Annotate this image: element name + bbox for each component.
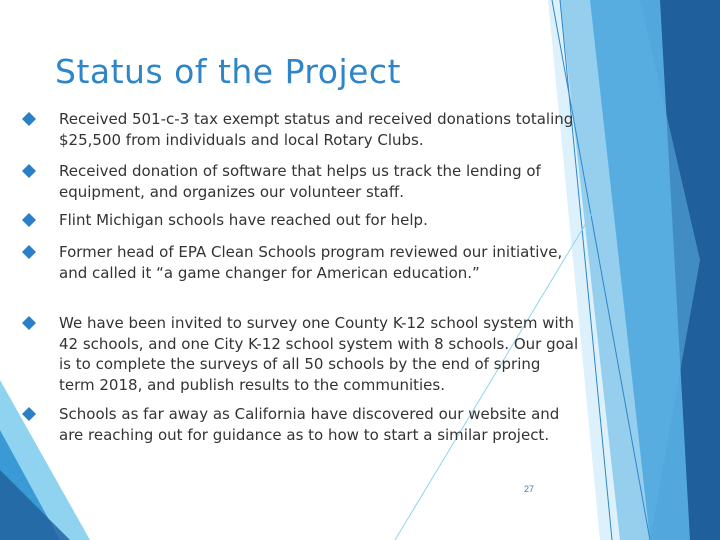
slide-title: Status of the Project xyxy=(55,52,401,91)
diamond-bullet-icon xyxy=(22,213,36,227)
page-number: 27 xyxy=(524,484,535,494)
bullet-text: Received donation of software that helps us track the lending of equipment, and organizes our volunteer staff. xyxy=(59,162,541,201)
diamond-bullet-icon xyxy=(22,112,36,126)
bullet-text: Flint Michigan schools have reached out for help. xyxy=(59,211,428,229)
bullet-text: We have been invited to survey one County K-12 school system with 42 schools, and one City K-12 school system with 8 schools. Our goal is to complete the surveys of all 50 schools by the end of spring term 2018, and publish results to the communities. xyxy=(59,314,579,394)
bullet-text: Schools as far away as California have discovered our website and are reaching out for guidance as to how to start a similar project. xyxy=(59,405,560,444)
diamond-bullet-icon xyxy=(22,407,36,421)
diamond-bullet-icon xyxy=(22,245,36,259)
bullet-text: Received 501-c-3 tax exempt status and received donations totaling $25,500 from individuals and local Rotary Clubs. xyxy=(59,110,574,149)
bullet-text: Former head of EPA Clean Schools program reviewed our initiative, and called it “a game changer for American education.” xyxy=(59,243,563,282)
diamond-bullet-icon xyxy=(22,164,36,178)
diamond-bullet-icon xyxy=(22,316,36,330)
